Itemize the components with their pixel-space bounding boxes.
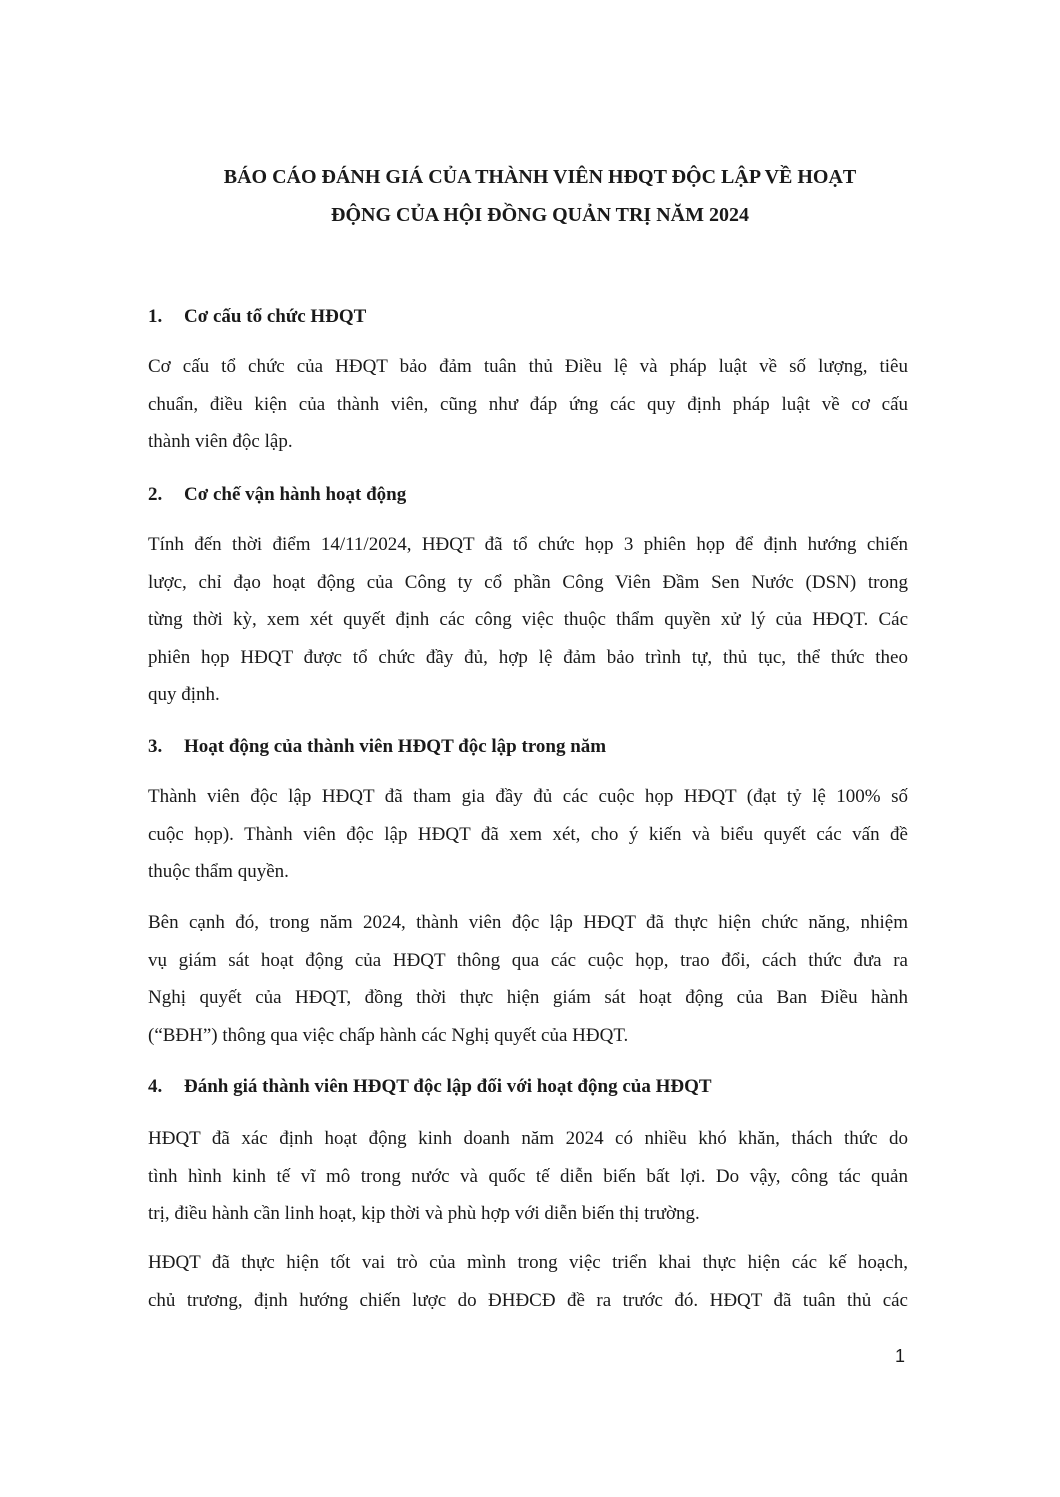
- title-line-1: BÁO CÁO ĐÁNH GIÁ CỦA THÀNH VIÊN HĐQT ĐỘC LẬP VỀ HOẠT: [223, 166, 857, 188]
- title-line-2: ĐỘNG CỦA HỘI ĐỒNG QUẢN TRỊ NĂM 2024: [331, 204, 749, 226]
- text-line: Tính đến thời điểm 14/11/2024, HĐQT đã tổ chức họp 3 phiên họp để định hướng chiến: [148, 534, 908, 555]
- section-title: Cơ cấu tổ chức HĐQT: [184, 306, 367, 327]
- page-number: 1: [894, 1346, 905, 1366]
- section-4-heading: [148, 1076, 712, 1098]
- section-number: 1.: [148, 306, 163, 327]
- text-line: (“BĐH”) thông qua việc chấp hành các Nghị quyết của HĐQT.: [148, 1024, 629, 1046]
- text-line: Nghị quyết của HĐQT, đồng thời thực hiện giám sát hoạt động của Ban Điều hành: [148, 987, 908, 1008]
- text-line: chủ trương, định hướng chiến lược do ĐHĐCĐ đề ra trước đó. HĐQT đã tuân thủ các: [148, 1289, 908, 1311]
- section-number: 4.: [148, 1076, 163, 1097]
- text-line: thành viên độc lập.: [148, 431, 293, 452]
- text-line: tình hình kinh tế vĩ mô trong nước và quốc tế diễn biến bất lợi. Do vậy, công tác quản: [148, 1165, 908, 1187]
- section-4-paragraph-2: [148, 1244, 908, 1319]
- text-line: trị, điều hành cần linh hoạt, kịp thời và phù hợp với diễn biến thị trường.: [148, 1203, 700, 1224]
- section-3-paragraph-1: [148, 778, 908, 891]
- section-number: 3.: [148, 736, 163, 757]
- text-line: chuẩn, điều kiện của thành viên, cũng như đáp ứng các quy định pháp luật về cơ cấu: [148, 393, 908, 415]
- section-4-paragraph-1: [148, 1120, 908, 1233]
- section-title: Hoạt động của thành viên HĐQT độc lập trong năm: [184, 736, 607, 757]
- text-line: lược, chỉ đạo hoạt động của Công ty cổ phần Công Viên Đầm Sen Nước (DSN) trong: [148, 571, 908, 593]
- text-line: Bên cạnh đó, trong năm 2024, thành viên độc lập HĐQT đã thực hiện chức năng, nhiệm: [148, 912, 908, 933]
- text-line: HĐQT đã thực hiện tốt vai trò của mình trong việc triển khai thực hiện các kế hoạch,: [148, 1252, 908, 1273]
- section-3-heading: [148, 736, 606, 758]
- text-line: vụ giám sát hoạt động của HĐQT thông qua các cuộc họp, trao đổi, cách thức đưa ra: [148, 949, 908, 971]
- section-2-paragraph-1: [148, 526, 908, 714]
- text-line: thuộc thẩm quyền.: [148, 861, 289, 882]
- text-line: Cơ cấu tổ chức của HĐQT bảo đảm tuân thủ Điều lệ và pháp luật về số lượng, tiêu: [148, 356, 908, 377]
- section-1-paragraph-1: [148, 348, 908, 461]
- section-2-heading: [148, 484, 406, 506]
- section-number: 2.: [148, 484, 163, 505]
- text-line: từng thời kỳ, xem xét quyết định các công việc thuộc thẩm quyền xử lý của HĐQT. Các: [148, 609, 908, 630]
- text-line: HĐQT đã xác định hoạt động kinh doanh năm 2024 có nhiều khó khăn, thách thức do: [148, 1128, 908, 1149]
- text-line: Thành viên độc lập HĐQT đã tham gia đầy đủ các cuộc họp HĐQT (đạt tỷ lệ 100% số: [148, 786, 908, 807]
- section-1-heading: [148, 306, 366, 328]
- section-title: Đánh giá thành viên HĐQT độc lập đối với hoạt động của HĐQT: [184, 1076, 712, 1097]
- text-line: cuộc họp). Thành viên độc lập HĐQT đã xem xét, cho ý kiến và biểu quyết các vấn đề: [148, 823, 908, 845]
- section-3-paragraph-2: [148, 904, 908, 1054]
- text-line: phiên họp HĐQT được tổ chức đầy đủ, hợp lệ đảm bảo trình tự, thủ tục, thể thức theo: [148, 646, 908, 668]
- section-title: Cơ chế vận hành hoạt động: [184, 484, 407, 505]
- document-title: [150, 158, 930, 234]
- text-line: quy định.: [148, 684, 220, 705]
